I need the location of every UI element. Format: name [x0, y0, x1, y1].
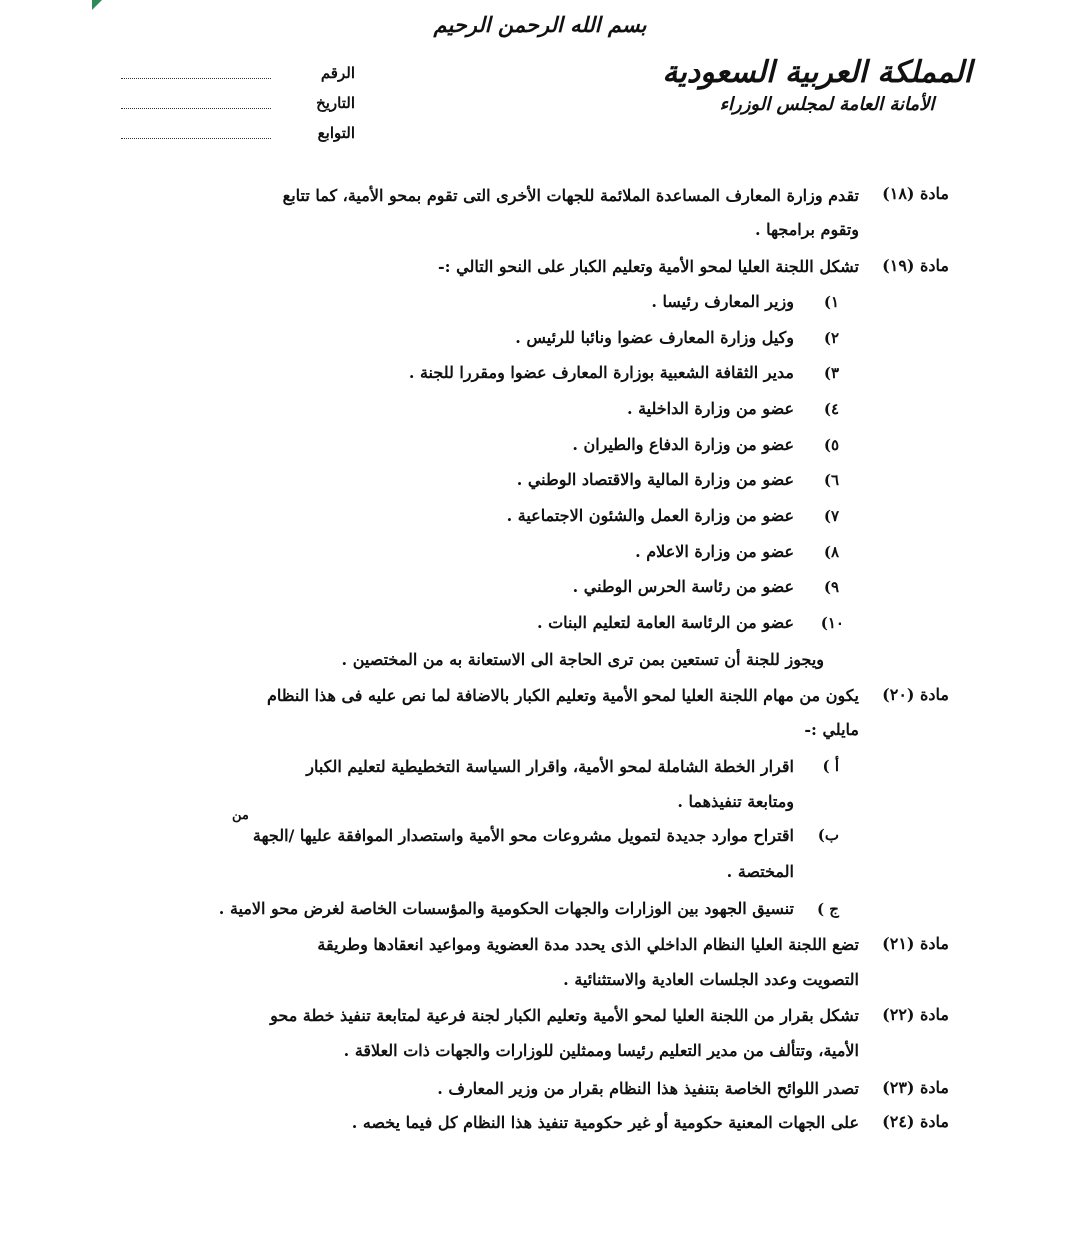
- dotted-line: [121, 78, 271, 79]
- member-2: وكيل وزارة المعارف عضوا ونائبا للرئيس .: [515, 328, 794, 347]
- member-8-number: ٨): [823, 543, 839, 561]
- article-19-intro: تشكل اللجنة العليا لمحو الأمية وتعليم الكبار على النحو التالي :-: [438, 257, 859, 276]
- corner-mark: [92, 0, 102, 10]
- member-9: عضو من رئاسة الحرس الوطني .: [572, 577, 794, 596]
- article-22-line-2: الأمية، وتتألف من مدير التعليم رئيسا وممثلين للوزارات والجهات ذات العلاقة .: [343, 1041, 859, 1060]
- article-24-line-1: على الجهات المعنية حكومية أو غير حكومية تنفيذ هذا النظام كل فيما يخصه .: [351, 1113, 859, 1132]
- clause-b-line-1: اقتراح موارد جديدة لتمويل مشروعات محو الأمية واستصدار الموافقة عليها /الجهة: [252, 826, 794, 845]
- clause-b-label: ب): [817, 826, 839, 844]
- article-20-label: مادة (٢٠): [882, 685, 949, 704]
- article-24-label: مادة (٢٤): [882, 1112, 949, 1131]
- member-4: عضو من وزارة الداخلية .: [626, 399, 794, 418]
- date-field: [115, 94, 355, 118]
- member-6-number: ٦): [823, 471, 839, 489]
- member-10: عضو من الرئاسة العامة لتعليم البنات .: [536, 613, 794, 632]
- article-19-label: مادة (١٩): [882, 256, 949, 275]
- article-23-label: مادة (٢٣): [882, 1078, 949, 1097]
- article-20-line-1: يكون من مهام اللجنة العليا لمحو الأمية وتعليم الكبار بالاضافة لما نص عليه فى هذا النظام: [266, 686, 859, 705]
- clause-a-label: أ ): [822, 757, 839, 775]
- article-19-closing: ويجوز للجنة أن تستعين بمن ترى الحاجة الى الاستعانة به من المختصين .: [341, 650, 824, 669]
- member-4-number: ٤): [823, 400, 839, 418]
- number-field: [115, 64, 355, 88]
- clause-b-line-2: المختصة .: [726, 862, 794, 881]
- kingdom-name: المملكة العربية السعودية: [662, 55, 972, 90]
- member-5: عضو من وزارة الدفاع والطيران .: [572, 435, 794, 454]
- dotted-line: [121, 108, 271, 109]
- member-6: عضو من وزارة المالية والاقتصاد الوطني .: [516, 470, 794, 489]
- article-23-line-1: تصدر اللوائح الخاصة بتنفيذ هذا النظام بقرار من وزير المعارف .: [437, 1079, 859, 1098]
- article-21-label: مادة (٢١): [882, 934, 949, 953]
- member-5-number: ٥): [823, 436, 839, 454]
- clause-b-insertion: من: [232, 808, 249, 823]
- letterhead-logo: [662, 55, 972, 115]
- number-label: الرقم: [320, 64, 355, 82]
- member-9-number: ٩): [823, 578, 839, 596]
- clause-a-line-1: اقرار الخطة الشاملة لمحو الأمية، واقرار السياسة التخطيطية لتعليم الكبار: [306, 757, 794, 776]
- member-10-number: ١٠): [820, 614, 844, 632]
- member-8: عضو من وزارة الاعلام .: [635, 542, 794, 561]
- article-18-line-2: وتقوم برامجها .: [754, 220, 859, 239]
- member-7: عضو من وزارة العمل والشئون الاجتماعية .: [506, 506, 794, 525]
- member-3: مدير الثقافة الشعبية بوزارة المعارف عضوا ومقررا للجنة .: [408, 363, 794, 382]
- clause-a-line-2: ومتابعة تنفيذهما .: [677, 792, 794, 811]
- dotted-line: [121, 138, 271, 139]
- basmala: بسم الله الرحمن الرحيم: [433, 12, 647, 37]
- article-21-line-2: التصويت وعدد الجلسات العادية والاستثنائية .: [563, 970, 859, 989]
- attachments-field: [115, 124, 355, 148]
- date-label: التاريخ: [316, 94, 355, 112]
- clause-c-line-1: تنسيق الجهود بين الوزارات والجهات الحكومية والمؤسسات الخاصة لغرض محو الامية .: [218, 899, 794, 918]
- article-18-label: مادة (١٨): [882, 184, 949, 203]
- article-20-line-2: مايلي :-: [804, 720, 859, 739]
- attachments-label: التوابع: [317, 124, 355, 142]
- member-2-number: ٢): [823, 329, 839, 347]
- article-22-line-1: تشكل بقرار من اللجنة العليا لمحو الأمية وتعليم الكبار لجنة فرعية لمتابعة تنفيذ خطة محو: [270, 1006, 859, 1025]
- clause-c-label: ج ): [816, 900, 839, 918]
- member-7-number: ٧): [823, 507, 839, 525]
- article-21-line-1: تضع اللجنة العليا النظام الداخلي الذى يحدد مدة العضوية ومواعيد انعقادها وطريقة: [317, 935, 859, 954]
- article-22-label: مادة (٢٢): [882, 1005, 949, 1024]
- member-1-number: ١): [823, 293, 839, 311]
- member-1: وزير المعارف رئيسا .: [651, 292, 794, 311]
- article-18-line-1: تقدم وزارة المعارف المساعدة الملائمة للجهات الأخرى التى تقوم بمحو الأمية، كما تتابع: [282, 186, 859, 205]
- secretariat-name: الأمانة العامة لمجلس الوزراء: [719, 94, 935, 115]
- member-3-number: ٣): [823, 364, 839, 382]
